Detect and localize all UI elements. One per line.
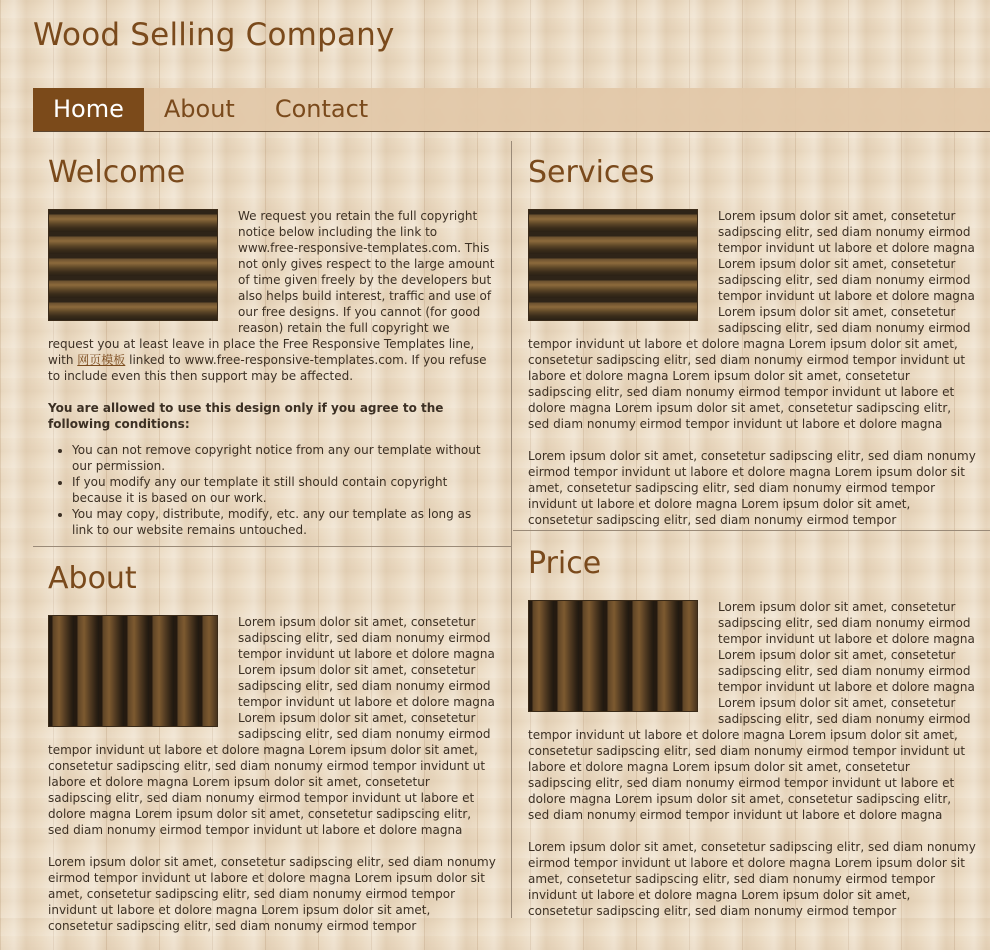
templates-link[interactable]: 网页模板 [77,353,126,367]
services-paragraph: Lorem ipsum dolor sit amet, consetetur sadipscing elitr, sed diam nonumy eirmod tempor invidunt ut labore et dolore magna Lorem ipsum dolor sit amet, consetetur sadipscing elitr, sed diam nonumy eirmod tempor invidunt ut labore et dolore magna Lorem ipsum dolor sit amet, consetetur sadipscing elitr, sed diam nonumy eirmod tempor invidunt ut labore et dolore magna Lorem ipsum dolor sit amet, consetetur sadipscing elitr, sed diam nonumy eirmod tempor invidunt ut labore et dolore magna Lorem ipsum dolor sit amet, consetetur sadipscing elitr, sed diam nonumy eirmod tempor invidunt ut labore et dolore magna Lorem ipsum dolor sit amet, consetetur sadipscing elitr, sed diam nonumy eirmod tempor invidunt ut labore et dolore magna [528,209,975,431]
section-divider [513,530,990,531]
services-heading: Services [528,155,655,190]
price-body [528,599,976,935]
conditions-list [48,442,496,538]
price-wood-image [528,600,698,712]
price-heading: Price [528,546,602,581]
nav-item-contact[interactable]: Contact [274,95,369,123]
about-paragraph: Lorem ipsum dolor sit amet, consetetur sadipscing elitr, sed diam nonumy eirmod tempor invidunt ut labore et dolore magna Lorem ipsum dolor sit amet, consetetur sadipscing elitr, sed diam nonumy eirmod tempor invidunt ut labore et dolore magna Lorem ipsum dolor sit amet, consetetur sadipscing elitr, sed diam nonumy eirmod tempor invidunt ut labore et dolore magna Lorem ipsum dolor sit amet, consetetur sadipscing elitr, sed diam nonumy eirmod tempor invidunt ut labore et dolore magna Lorem ipsum dolor sit amet, consetetur sadipscing elitr, sed diam nonumy eirmod tempor invidunt ut labore et dolore magna Lorem ipsum dolor sit amet, consetetur sadipscing elitr, sed diam nonumy eirmod tempor invidunt ut labore et dolore magna [48,615,495,837]
condition-item: • You can not remove copyright notice from any our template without our permission. [72,442,496,474]
about-paragraph: Lorem ipsum dolor sit amet, consetetur sadipscing elitr, sed diam nonumy eirmod tempor invidunt ut labore et dolore magna Lorem ipsum dolor sit amet, consetetur sadipscing elitr, sed diam nonumy eirmod tempor invidunt ut labore et dolore magna Lorem ipsum dolor sit amet, consetetur sadipscing elitr, sed diam nonumy eirmod tempor [48,855,496,933]
price-paragraph: Lorem ipsum dolor sit amet, consetetur sadipscing elitr, sed diam nonumy eirmod tempor invidunt ut labore et dolore magna Lorem ipsum dolor sit amet, consetetur sadipscing elitr, sed diam nonumy eirmod tempor invidunt ut labore et dolore magna Lorem ipsum dolor sit amet, consetetur sadipscing elitr, sed diam nonumy eirmod tempor [528,840,976,918]
conditions-heading: You are allowed to use this design only if you agree to the following conditions: [48,401,444,431]
services-section [513,141,990,530]
site-title: Wood Selling Company [33,17,395,53]
about-body [48,614,496,950]
condition-item: • You may copy, distribute, modify, etc. any our template as long as link to our website remains untouched. [72,506,496,538]
price-paragraph: Lorem ipsum dolor sit amet, consetetur sadipscing elitr, sed diam nonumy eirmod tempor invidunt ut labore et dolore magna Lorem ipsum dolor sit amet, consetetur sadipscing elitr, sed diam nonumy eirmod tempor invidunt ut labore et dolore magna Lorem ipsum dolor sit amet, consetetur sadipscing elitr, sed diam nonumy eirmod tempor invidunt ut labore et dolore magna Lorem ipsum dolor sit amet, consetetur sadipscing elitr, sed diam nonumy eirmod tempor invidunt ut labore et dolore magna Lorem ipsum dolor sit amet, consetetur sadipscing elitr, sed diam nonumy eirmod tempor invidunt ut labore et dolore magna Lorem ipsum dolor sit amet, consetetur sadipscing elitr, sed diam nonumy eirmod tempor invidunt ut labore et dolore magna [528,600,975,822]
services-wood-image [528,209,698,321]
about-section [33,547,512,933]
main-nav [33,88,990,132]
about-wood-image [48,615,218,727]
about-heading: About [48,561,137,596]
welcome-body [48,208,496,538]
services-paragraph: Lorem ipsum dolor sit amet, consetetur sadipscing elitr, sed diam nonumy eirmod tempor invidunt ut labore et dolore magna Lorem ipsum dolor sit amet, consetetur sadipscing elitr, sed diam nonumy eirmod tempor invidunt ut labore et dolore magna Lorem ipsum dolor sit amet, consetetur sadipscing elitr, sed diam nonumy eirmod tempor [528,449,976,527]
nav-item-about[interactable]: About [163,95,235,123]
welcome-wood-image [48,209,218,321]
welcome-text-part: linked to www.free-responsive-templates.com. If you refuse to include even this then support may be affected. [48,353,487,383]
welcome-section [33,141,512,546]
welcome-text-part: We request you retain the full copyright notice below including the link to www.free-responsive-templates.com. This not only gives respect to the large amount of time given freely by the developers but also helps build interest, traffic and use of our free designs. If you cannot (for good reason) retain the full copyright we request you at least leave in place the Free Responsive Templates line, with [48,209,495,367]
condition-item: • If you modify any our template it still should contain copyright because it is based on our work. [72,474,496,506]
services-body [528,208,976,544]
price-section [513,532,990,918]
nav-item-home[interactable]: Home [33,88,144,131]
welcome-heading: Welcome [48,155,186,190]
